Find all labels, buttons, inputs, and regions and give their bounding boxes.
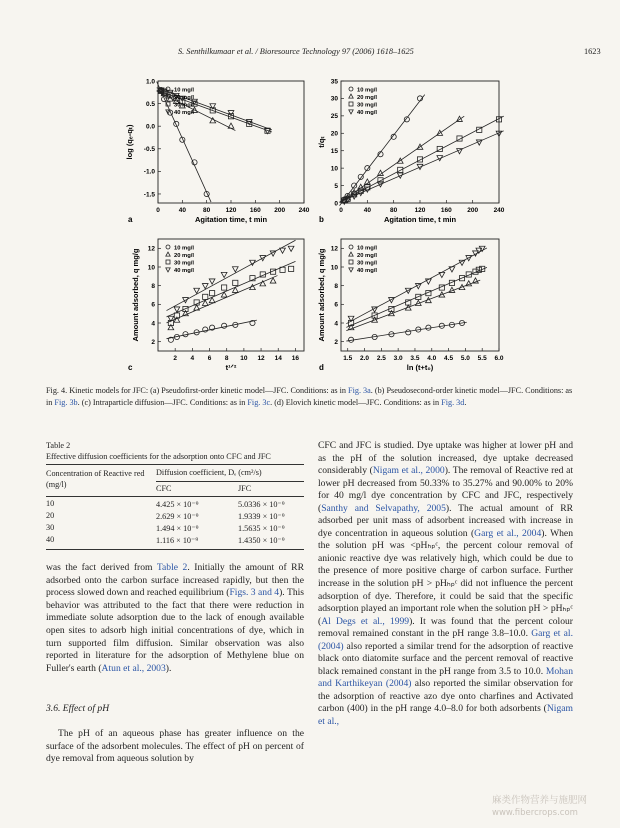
- legend-label: 20 mg/l: [174, 252, 194, 259]
- table-cell: 40: [46, 535, 55, 544]
- data-point: [349, 94, 353, 98]
- table-header-rule: [156, 481, 304, 482]
- caption-text: . (c) Intraparticle diffusion—JFC. Conditions: as in: [77, 398, 248, 407]
- y-tick-label: 20: [330, 130, 338, 138]
- y-tick-label: 5: [334, 182, 338, 190]
- data-point: [166, 268, 170, 272]
- data-point: [349, 252, 353, 256]
- figure-panel-d: [315, 233, 505, 373]
- chart-svg: [120, 233, 310, 373]
- data-point: [221, 272, 227, 277]
- x-axis-label: ln (t+t₀): [406, 363, 434, 372]
- x-tick-label: 0: [156, 207, 160, 214]
- data-point: [288, 246, 294, 251]
- citation-link[interactable]: Nigam et al., 2000: [372, 465, 445, 477]
- y-tick-label: 8: [151, 282, 155, 290]
- x-tick-label: 40: [363, 207, 371, 214]
- figure-caption: [46, 385, 574, 409]
- y-tick-label: 6: [151, 301, 155, 309]
- body-text: The pH of an aqueous phase has greater influence on the surface of the adsorbent molecules. The effect of pH on percent of dye removal from aqueous solution by: [46, 728, 304, 765]
- panel-letter: d: [319, 363, 324, 372]
- x-tick-label: 3.5: [410, 355, 420, 362]
- x-tick-label: 16: [291, 355, 300, 362]
- y-tick-label: 10: [330, 264, 338, 272]
- chart-svg: [120, 75, 310, 225]
- x-tick-label: 80: [390, 207, 398, 214]
- table-title: Effective diffusion coefficients for the adsorption onto CFC and JFC: [46, 452, 271, 461]
- data-point: [358, 174, 363, 179]
- table-ref-link[interactable]: Table 2: [156, 562, 188, 573]
- body-paragraph-left: [46, 562, 304, 675]
- data-point: [289, 266, 294, 271]
- data-point: [349, 260, 353, 264]
- data-point: [222, 323, 227, 328]
- legend-label: 40 mg/l: [357, 267, 377, 274]
- body-text: ). When the solution pH was <pHₕₚᶜ, the percent colour removal of anionic reactive dye was relatively high, which could be due to the presence of more positive charge of carbon surface. Further increase in the solution pH > pHₕₚᶜ did not influence the percent adsorption of dye. Therefore, it could be said that the specific adsorption played an important role when the solution pH > pHₕₚᶜ (: [318, 527, 573, 627]
- legend-label: 10 mg/l: [174, 87, 194, 94]
- table-cell: 4.425 × 10⁻⁹: [156, 500, 199, 509]
- table-cell: 1.116 × 10⁻⁹: [156, 536, 199, 545]
- x-tick-label: 14: [274, 355, 282, 362]
- table-subheader-jfc: JFC: [238, 484, 252, 493]
- citation-link[interactable]: Santhy and Selvapathy, 2005: [321, 502, 446, 514]
- legend-label: 30 mg/l: [357, 102, 377, 109]
- x-tick-label: 160: [440, 207, 452, 214]
- legend-label: 40 mg/l: [357, 109, 377, 116]
- x-tick-label: 3.0: [393, 355, 403, 362]
- table-cell: 20: [46, 511, 55, 520]
- caption-link[interactable]: Fig. 3c: [247, 398, 271, 407]
- table-subheader-cfc: CFC: [156, 484, 172, 493]
- x-tick-label: 8: [224, 355, 229, 362]
- watermark-line: www.fibercrops.com: [492, 808, 578, 818]
- x-tick-label: 240: [493, 207, 505, 214]
- caption-link[interactable]: Fig. 3a: [348, 386, 371, 395]
- x-tick-label: 12: [257, 355, 265, 362]
- x-tick-label: 0: [339, 207, 343, 214]
- data-point: [449, 267, 455, 272]
- y-tick-label: 0.5: [145, 100, 155, 108]
- table-label: Table 2: [46, 441, 71, 450]
- y-tick-label: 12: [330, 245, 338, 253]
- legend-label: 40 mg/l: [174, 109, 194, 116]
- body-paragraph-left-2: [46, 728, 304, 766]
- diffusion-table: [46, 464, 304, 550]
- x-tick-label: 240: [298, 207, 310, 214]
- y-tick-label: 12: [147, 245, 155, 253]
- x-axis-label: Agitation time, t min: [194, 215, 268, 224]
- citation-link[interactable]: Garg et al., 2004: [474, 527, 542, 539]
- watermark: [492, 795, 587, 819]
- data-point: [203, 294, 208, 299]
- body-paragraph-right: [318, 440, 573, 729]
- caption-text: . (b) Pseudosecond-order kinetic model—JFC. Conditions: as in: [46, 386, 573, 407]
- table-col1-header: Concentration of Reactive red (mg/l): [46, 469, 145, 489]
- data-point: [352, 183, 357, 188]
- data-point: [349, 87, 353, 91]
- data-point: [405, 288, 411, 293]
- data-point: [457, 116, 463, 121]
- table-2: [46, 440, 304, 550]
- legend-label: 20 mg/l: [357, 94, 377, 101]
- caption-text: .: [464, 398, 467, 407]
- y-tick-label: 8: [334, 282, 338, 290]
- data-point: [280, 248, 286, 253]
- x-tick-label: 200: [274, 207, 286, 214]
- body-text: ). It was found that the percent colour removal remained constant in the pH range 3.8–10.0.: [318, 615, 573, 640]
- panel-letter: c: [128, 363, 133, 372]
- y-tick-label: 10: [147, 264, 155, 272]
- data-point: [349, 110, 353, 114]
- x-tick-label: 2: [173, 355, 177, 362]
- body-text: also reported a similar trend for the adsorption of reactive black onto diatomite surface and the percent removal of reactive black remained constant in the pH range from 3.5 to 10.0.: [318, 640, 573, 677]
- data-point: [192, 160, 197, 165]
- legend-label: 20 mg/l: [174, 94, 194, 101]
- x-tick-label: 120: [414, 207, 426, 214]
- x-tick-label: 40: [178, 207, 186, 214]
- legend-label: 30 mg/l: [174, 102, 194, 109]
- y-tick-label: 4: [151, 320, 155, 328]
- legend-label: 10 mg/l: [357, 87, 377, 94]
- data-point: [349, 102, 353, 106]
- table-cell: 30: [46, 523, 55, 532]
- x-axis-label: Agitation time, t min: [383, 215, 457, 224]
- x-tick-label: 5.0: [460, 355, 470, 362]
- citation-link[interactable]: Garg et al. (2004): [318, 628, 573, 652]
- body-text: ). This behavior was attributed to the fact that there were reduction in immediate solute adsorption due to the lack of enough available open sites to adsorb high initial concentrations of dye, which in turn supported film diffusion. Similar observation was also reported in literature for the adsorption of Methylene blue on Fuller's earth (: [46, 587, 305, 674]
- data-point: [232, 267, 238, 272]
- x-tick-label: 120: [225, 207, 237, 214]
- data-point: [439, 272, 445, 277]
- table-cell: 1.5635 × 10⁻⁹: [238, 524, 285, 533]
- data-point: [222, 285, 227, 290]
- data-point: [349, 268, 353, 272]
- y-tick-label: 0: [334, 200, 338, 208]
- figure-panel-a: [120, 75, 310, 225]
- table-cell: 1.494 × 10⁻⁹: [156, 524, 199, 533]
- y-axis-label: Amount adsorbed, q mg/g: [131, 248, 140, 342]
- x-tick-label: 10: [240, 355, 248, 362]
- chart-svg: [315, 75, 505, 225]
- citation-link[interactable]: Mohan and Karthikeyan (2004): [318, 665, 573, 690]
- figure-ref-link[interactable]: Figs. 3 and 4: [229, 587, 280, 599]
- x-tick-label: 2.0: [360, 355, 370, 362]
- data-point: [228, 111, 234, 116]
- data-point: [210, 104, 216, 109]
- y-tick-label: 1.0: [145, 78, 155, 86]
- citation-link[interactable]: Atun et al., 2003: [101, 662, 166, 674]
- fit-line: [340, 116, 504, 202]
- data-point: [166, 252, 170, 256]
- section-heading: 3.6. Effect of pH: [46, 703, 110, 714]
- caption-link[interactable]: Fig. 3b: [54, 398, 78, 407]
- y-tick-label: -1.0: [143, 168, 155, 176]
- y-axis-label: Amount adsorbed, q mg/g: [317, 248, 326, 342]
- y-tick-label: -0.5: [143, 146, 155, 154]
- x-tick-label: 5.5: [477, 355, 487, 362]
- data-point: [166, 260, 170, 264]
- body-text: ). The removal of Reactive red at lower pH decreased from 50.33% to 35.27% and 90.00% to 20% for 40 mg/l dye concentration by CFC and JFC, respectively (: [318, 465, 573, 514]
- body-text: ).: [165, 662, 172, 674]
- x-tick-label: 6: [207, 355, 212, 362]
- table-cell: 1.9339 × 10⁻⁹: [238, 512, 285, 521]
- y-tick-label: 4: [334, 320, 338, 328]
- legend-label: 10 mg/l: [357, 245, 377, 252]
- data-point: [203, 327, 208, 332]
- table-group-header: Diffusion coefficient, Dₑ (cm²/s): [156, 468, 262, 477]
- body-text: was the fact derived from: [46, 562, 157, 573]
- table-cell: 1.4350 × 10⁻⁹: [238, 536, 285, 545]
- panel-letter: a: [128, 215, 133, 224]
- data-point: [228, 123, 234, 128]
- x-axis-label: t¹ᐟ²: [225, 363, 237, 372]
- y-tick-label: 10: [330, 165, 338, 173]
- x-tick-label: 4: [190, 355, 195, 362]
- data-point: [194, 305, 200, 310]
- y-tick-label: 2: [151, 338, 155, 346]
- page-number: 1623: [584, 47, 601, 56]
- fit-line: [346, 322, 466, 341]
- y-tick-label: 0.0: [145, 123, 155, 131]
- table-cell: 10: [46, 499, 55, 508]
- body-text: ). The actual amount of RR adsorbed per unit mass of adsorbent increased with increase in dye concentration in aqueous solution (: [318, 502, 574, 539]
- table-cell: 2.629 × 10⁻⁹: [156, 512, 199, 521]
- body-text: CFC and JFC is studied. Dye uptake was higher at lower pH and as the pH of the solution increased, dye uptake decreased considerably (: [318, 440, 573, 477]
- data-point: [166, 245, 170, 249]
- y-tick-label: 35: [330, 78, 338, 86]
- figure-panel-b: [315, 75, 505, 225]
- y-tick-label: 30: [330, 95, 338, 103]
- data-point: [406, 330, 411, 335]
- y-tick-label: 25: [330, 113, 338, 121]
- x-tick-label: 4.0: [427, 355, 437, 362]
- x-tick-label: 4.5: [444, 355, 454, 362]
- x-tick-label: 200: [467, 207, 479, 214]
- data-point: [209, 279, 215, 284]
- x-tick-label: 160: [249, 207, 261, 214]
- y-axis-label: log (qₑ-qₜ): [125, 124, 134, 160]
- caption-link[interactable]: Fig. 3d: [441, 398, 465, 407]
- legend-label: 20 mg/l: [357, 252, 377, 259]
- x-tick-label: 2.5: [376, 355, 386, 362]
- table-cell: 5.0336 × 10⁻⁹: [238, 500, 285, 509]
- caption-text: . (d) Elovich kinetic model—JFC. Conditions: as in: [270, 398, 442, 407]
- data-point: [349, 245, 353, 249]
- table-body-rule: [46, 496, 304, 497]
- citation-link[interactable]: Nigam et al.,: [318, 703, 573, 728]
- chart-svg: [315, 233, 505, 373]
- data-point: [260, 281, 266, 286]
- y-axis-label: t/qₜ: [317, 136, 326, 148]
- legend-label: 40 mg/l: [174, 267, 194, 274]
- legend-label: 30 mg/l: [357, 260, 377, 267]
- y-tick-label: 15: [330, 148, 338, 156]
- figure-panel-c: [120, 233, 310, 373]
- x-tick-label: 80: [203, 207, 211, 214]
- y-tick-label: 2: [334, 338, 338, 346]
- citation-link[interactable]: Al Degs et al., 1999: [321, 615, 410, 627]
- x-tick-label: 1.5: [343, 355, 353, 362]
- y-tick-label: 6: [334, 301, 338, 309]
- data-point: [233, 280, 238, 285]
- legend-label: 10 mg/l: [174, 245, 194, 252]
- watermark-line: 麻类作物营养与施肥网: [492, 795, 588, 806]
- legend-label: 30 mg/l: [174, 260, 194, 267]
- fit-line: [167, 320, 257, 339]
- body-text: . Initially the amount of RR adsorbed onto the carbon surface increased rapidly, but then the process slowed down and reached equilibrium (: [46, 562, 304, 599]
- y-tick-label: -1.5: [143, 191, 155, 199]
- caption-text: Fig. 4. Kinetic models for JFC: (a) Pseudofirst-order kinetic model—JFC. Conditions: as in: [46, 386, 349, 395]
- journal-citation: S. Senthilkumaar et al. / Bioresource Technology 97 (2006) 1618–1625: [178, 47, 414, 56]
- data-point: [210, 291, 215, 296]
- panel-letter: b: [319, 215, 324, 224]
- x-tick-label: 6.0: [494, 355, 504, 362]
- body-text: also reported the similar observation for the adsorption of reactive azo dye onto charfines and Activated carbon (400) in the pH range 4.0–8.0 for both adsorbents (: [318, 678, 573, 715]
